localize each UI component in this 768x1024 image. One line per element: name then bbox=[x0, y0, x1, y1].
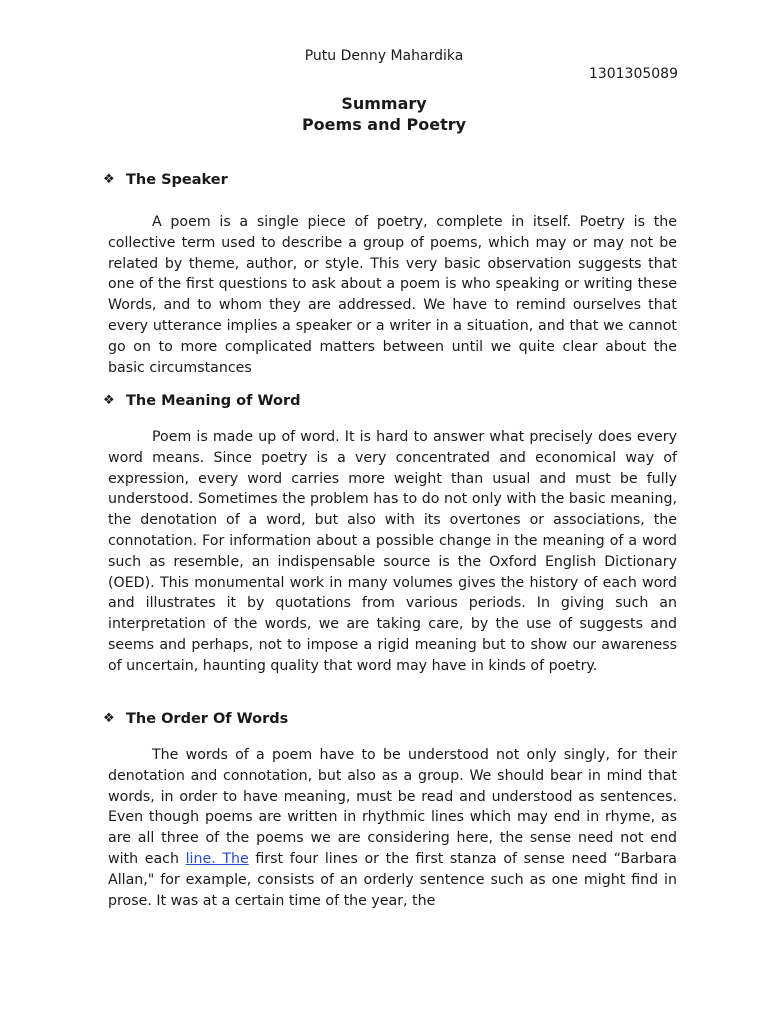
section-heading-speaker bbox=[103, 170, 228, 190]
section-heading-text: The Order Of Words bbox=[126, 711, 289, 727]
section-paragraph-meaning-of-word: Poem is made up of word. It is hard to answer what precisely does every word means. Since poetry is a very concentrated and economical way of expression, every word carries more weight than usual and must be fully understood. Sometimes the problem has to do not only with the basic meaning, the denotation of a word, but also with its overtones or associations, the connotation. For information about a possible change in the meaning of a word such as resemble, an indispensable source is the Oxford English Dictionary (OED). This monumental work in many volumes gives the history of each word and illustrates it by quotations from various periods. In giving such an interpretation of the words, we are taking care, by the use of suggests and seems and perhaps, not to impose a rigid meaning but to show our awareness of uncertain, haunting quality that word may have in kinds of poetry. bbox=[108, 429, 677, 674]
diamond-bullet-icon: ❖ bbox=[103, 393, 115, 408]
section-paragraph-order-of-words bbox=[108, 745, 677, 911]
author-name: Putu Denny Mahardika bbox=[304, 48, 464, 64]
student-id: 1301305089 bbox=[588, 66, 678, 82]
section-heading-text: The Speaker bbox=[126, 172, 228, 188]
document-title: Summary bbox=[341, 94, 427, 113]
section-heading-meaning-of-word bbox=[103, 391, 300, 411]
section-heading-text: The Meaning of Word bbox=[126, 393, 301, 409]
document-subtitle: Poems and Poetry bbox=[301, 115, 467, 134]
diamond-bullet-icon: ❖ bbox=[103, 172, 115, 187]
diamond-bullet-icon: ❖ bbox=[103, 711, 115, 726]
paragraph-text: The words of a poem have to be understood not only singly, for their denotation and connotation, but also as a group. We should bear in mind that words, in order to have meaning, must be read and understood as sentences. Even though poems are written in rhythmic lines which may end in rhyme, as are all three of the poems we are considering here, the sense need not end with each bbox=[108, 747, 677, 867]
inline-link[interactable]: line. The bbox=[185, 850, 249, 867]
section-heading-order-of-words bbox=[103, 709, 288, 729]
paragraph-text: first four lines or the first stanza of sense need “Barbara Allan," for example, consists of an orderly sentence such as one might find in prose. It was at a certain time of the year, the bbox=[108, 850, 677, 909]
section-paragraph-speaker: A poem is a single piece of poetry, complete in itself. Poetry is the collective term used to describe a group of poems, which may or may not be related by theme, author, or style. This very basic observation suggests that one of the first questions to ask about a poem is who speaking or writing these Words, and to whom they are addressed. We have to remind ourselves that every utterance implies a speaker or a writer in a situation, and that we cannot go on to more complicated matters between until we quite clear about the basic circumstances bbox=[108, 214, 677, 376]
